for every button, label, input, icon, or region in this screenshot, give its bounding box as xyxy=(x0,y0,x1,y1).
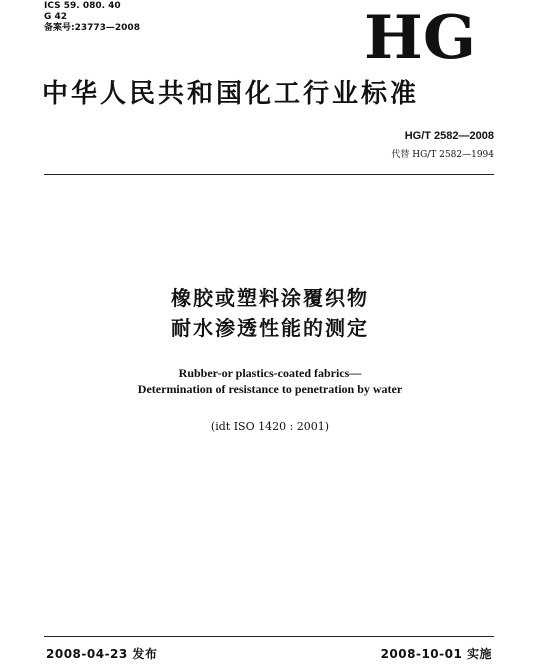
top-divider xyxy=(44,174,494,175)
classification-block xyxy=(44,1,140,34)
title-en-line2: Determination of resistance to penetration by water xyxy=(137,382,403,396)
issue-date: 2008-04-23 发布 xyxy=(46,647,158,661)
title-cn-line1: 橡胶或塑料涂覆织物 xyxy=(171,286,369,310)
category-code: G 42 xyxy=(44,12,68,22)
org-title: 中华人民共和国化工行业标准 xyxy=(42,79,420,109)
replaces-note: 代替 HG/T 2582—1994 xyxy=(391,150,494,160)
implement-date: 2008-10-01 实施 xyxy=(380,647,492,661)
ics-code: ICS 59. 080. 40 xyxy=(44,1,121,11)
filing-number: 备案号:23773—2008 xyxy=(44,23,140,33)
idt-reference: (idt ISO 1420 : 2001) xyxy=(210,420,330,433)
bottom-divider xyxy=(44,636,494,637)
hg-logo-text: HG xyxy=(364,4,476,64)
title-cn-line2: 耐水渗透性能的测定 xyxy=(171,316,369,340)
hg-logo xyxy=(360,4,480,64)
standard-number: HG/T 2582—2008 xyxy=(404,130,494,142)
title-en-line1: Rubber-or plastics-coated fabrics— xyxy=(178,366,362,380)
